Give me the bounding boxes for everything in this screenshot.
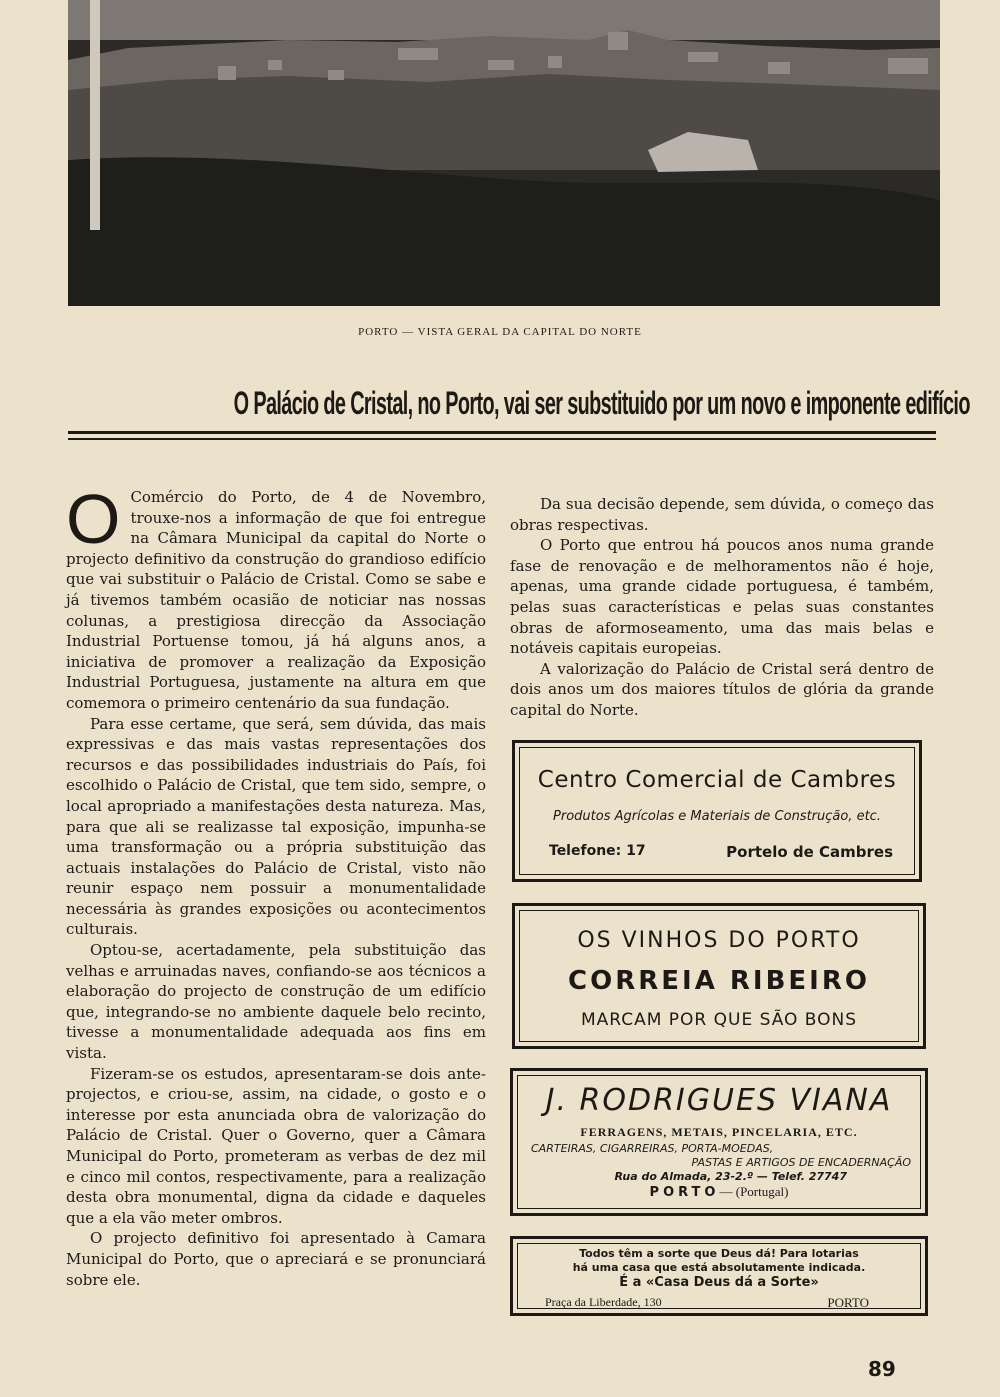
- advert-line: FERRAGENS, METAIS, PINCELARIA, ETC.: [580, 1125, 858, 1139]
- headline-rule-thin: [68, 438, 936, 440]
- advert-address: Rua do Almada, 23-2.º — Telef. 27747: [614, 1170, 847, 1183]
- article-paragraph: A valorização do Palácio de Cristal será dentro de dois anos um dos maiores títulos de glória da grande capital do Norte.: [510, 659, 934, 719]
- city-photo: [68, 0, 940, 306]
- advert-name: É a «Casa Deus dá a Sorte»: [619, 1275, 819, 1290]
- advert-tagline: Produtos Agrícolas e Materiais de Construção, etc.: [553, 809, 881, 824]
- advert-address: Praça da Liberdade, 130: [545, 1295, 662, 1309]
- paragraph-text: Comércio do Porto, de 4 de Novembro, trouxe-nos a informação de que foi entregue na Câmara Municipal da capital do Norte o projecto definitivo da construção do grandioso edifício que vai substituir o Palácio de Cristal. Como se sabe e já tivemos também ocasião de noticiar nas nossas colunas, a prestigiosa direcção da Associação Industrial Portuense tomou, já há alguns anos, a iniciativa de promover a realização da Exposição Industrial Portuguesa, justamente na altura em que comemora o primeiro centenário da sua fundação.: [66, 488, 486, 712]
- article-paragraph: Fizeram-se os estudos, apresentaram-se dois ante-projectos, e criou-se, assim, na cidade, o gosto e o interesse por esta anunciada obra de valorização do Palácio de Cristal. Quer o Governo, quer a Câmara Municipal do Porto, prometeram as verbas de dez mil e cinco mil contos, respectivamente, para a realização desta obra monumental, digna da cidade e daqueles que a ela vão meter ombros.: [66, 1064, 486, 1227]
- article-paragraph: O projecto definitivo foi apresentado à Camara Municipal do Porto, que o apreciará e se pronunciará sobre ele.: [66, 1229, 486, 1289]
- advert-rodrigues-viana: [510, 1068, 928, 1216]
- article-paragraph: O Porto que entrou há poucos anos numa grande fase de renovação e de melhoramentos não é hoje, apenas, uma grande cidade portuguesa, é também, pelas suas características e pelas suas constantes obras de aformoseamento, uma das mais belas e notáveis capitais europeias.: [510, 536, 934, 658]
- article-headline: O Palácio de Cristal, no Porto, vai ser substituido por um novo e imponente edifício: [233, 385, 970, 421]
- article-paragraph: [66, 480, 486, 714]
- article-paragraph: Para esse certame, que será, sem dúvida, das mais expressivas e das mais vastas representações dos recursos e das possibilidades industriais do País, foi escolhido o Palácio de Cristal, que tem sido, sempre, o local apropriado a manifestações desta natureza. Mas, para que ali se realizasse tal exposição, impunha-se uma transformação ou a própria substituição das actuais instalações do Palácio de Cristal, visto não reunir espaço nem possuir a monumentalidade necessária às grandes exposições ou acontecimentos culturais.: [66, 714, 486, 939]
- advert-name: Centro Comercial de Cambres: [537, 767, 897, 793]
- advert-name: J. RODRIGUES VIANA: [545, 1083, 893, 1118]
- advert-line: Todos têm a sorte que Deus dá! Para lotarias: [579, 1247, 859, 1260]
- advert-slogan: MARCAM POR QUE SÃO BONS: [580, 1010, 858, 1030]
- advert-casa-deus-da-a-sorte: [510, 1236, 928, 1316]
- article-paragraph: Da sua decisão depende, sem dúvida, o começo das obras respectivas.: [510, 495, 934, 534]
- page-number: 89: [868, 1357, 896, 1381]
- advert-line: há uma casa que está absolutamente indicada.: [572, 1261, 866, 1274]
- article-left-column: [66, 480, 486, 1290]
- porto-panorama-image: [68, 0, 940, 306]
- advert-country: — (Portugal): [719, 1184, 789, 1199]
- advert-city-line: [513, 1184, 925, 1200]
- advert-place: Portelo de Cambres: [726, 843, 893, 861]
- advert-city: PORTO: [827, 1295, 869, 1310]
- advert-phone: Telefone: 17: [549, 843, 646, 859]
- drop-cap: O: [66, 480, 121, 558]
- headline-rule: [68, 431, 936, 434]
- advert-line: OS VINHOS DO PORTO: [577, 928, 861, 953]
- advert-line: CARTEIRAS, CIGARREIRAS, PORTA-MOEDAS,: [531, 1142, 774, 1155]
- photo-caption: PORTO — VISTA GERAL DA CAPITAL DO NORTE: [358, 326, 642, 338]
- advert-brand: CORREIA RIBEIRO: [568, 966, 870, 996]
- advert-centro-comercial-cambres: [512, 740, 922, 882]
- advert-city: PORTO: [649, 1185, 720, 1200]
- advert-line: PASTAS E ARTIGOS DE ENCADERNAÇÃO: [691, 1156, 911, 1169]
- article-right-column: [510, 494, 934, 721]
- article-paragraph: Optou-se, acertadamente, pela substituição das velhas e arruinadas naves, confiando-se aos técnicos a elaboração do projecto de construção de um edifício que, integrando-se no ambiente daquele belo recinto, tivesse a monumentalidade adequada aos fins em vista.: [66, 941, 486, 1063]
- advert-vinhos-do-porto: [512, 903, 926, 1049]
